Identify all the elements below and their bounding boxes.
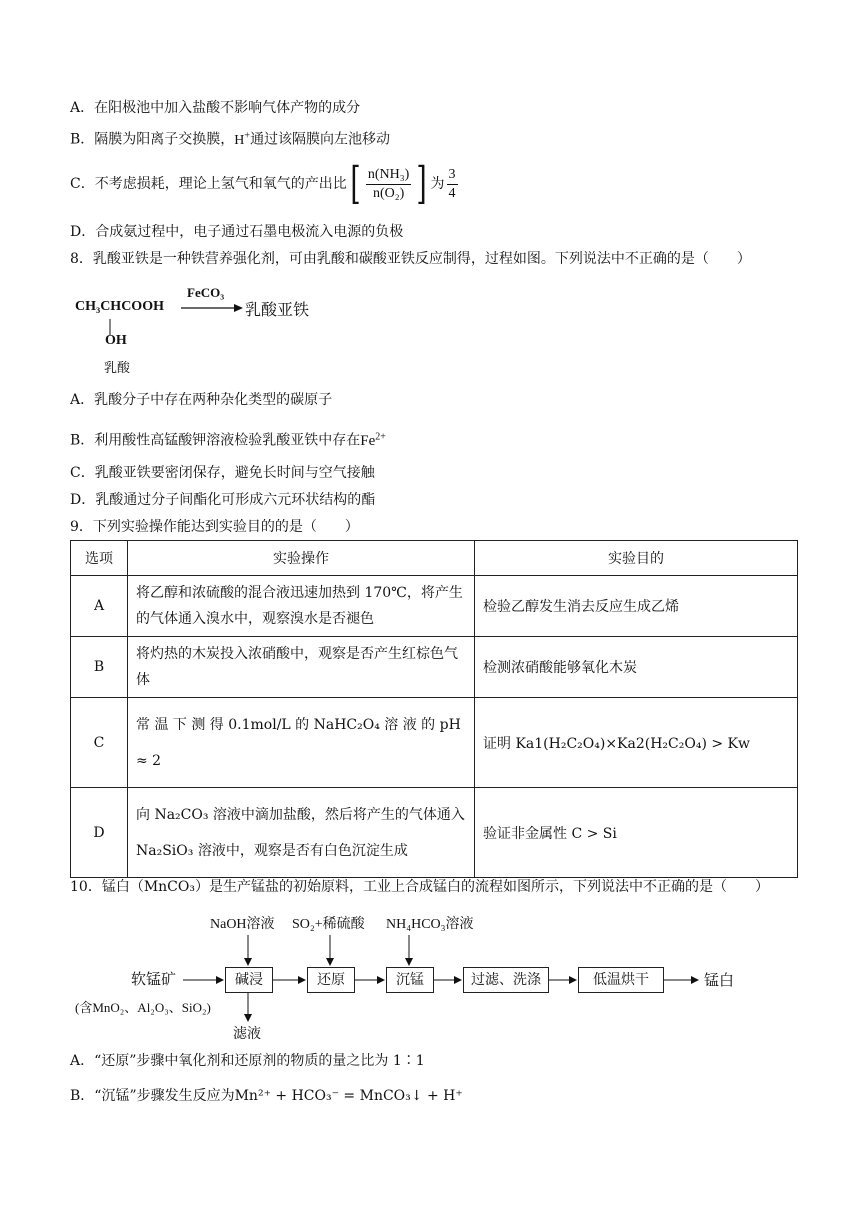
- reagent-so2: SO₂+稀硫酸: [292, 917, 365, 932]
- compound-name: 乳酸: [104, 361, 131, 376]
- table-row: [71, 788, 798, 878]
- flow-arrows: [0, 905, 868, 1045]
- q7-option-c-prefix: C．不考虑损耗，理论上氢气和氧气的产出比: [70, 176, 347, 192]
- byproduct-filtrate: 滤液: [233, 1026, 261, 1042]
- fe-ion: $Fe^{2+}$: [360, 431, 386, 449]
- q7-option-b: [70, 126, 390, 151]
- reagent-formula: FeCO₃: [187, 285, 225, 300]
- ratio-value: $\frac{3}{4}$: [448, 166, 456, 201]
- hydroxyl-group: OH: [105, 333, 127, 348]
- q8-option-a: A．乳酸分子中存在两种杂化类型的碳原子: [70, 392, 333, 408]
- step-dry: 低温烘干: [578, 967, 664, 993]
- process-flow-diagram: [0, 905, 868, 1045]
- reagent-naoh: NaOH溶液: [210, 917, 275, 932]
- input-composition: (含MnO₂、Al₂O₃、SiO₂): [75, 1000, 211, 1015]
- step-precipitate: 沉锰: [386, 967, 434, 993]
- q7-option-a: A．在阳极池中加入盐酸不影响气体产物的成分: [70, 100, 361, 116]
- row-purpose: 验证非金属性 C > Si: [475, 788, 798, 878]
- q7-option-b-prefix: B．隔膜为阳离子交换膜，: [70, 131, 235, 148]
- table-header-row: [71, 541, 798, 576]
- q7-option-d: D．合成氨过程中，电子通过石墨电极流入电源的负极: [70, 224, 404, 240]
- step-alkali-leach: 碱浸: [225, 967, 273, 993]
- q7-option-b-suffix: 通过该隔膜向左池移动: [250, 131, 391, 148]
- q8-option-c: C．乳酸亚铁要密闭保存，避免长时间与空气接触: [70, 465, 375, 481]
- q9-stem: 9．下列实验操作能达到实验目的的是（ ）: [70, 519, 359, 535]
- ratio-denominator: n(O₂): [372, 185, 405, 201]
- ratio-expression: [ $\frac{\text{n(NH₃)}}{\text{n(O₂)}}$ ]: [350, 158, 428, 209]
- row-purpose: 证明 Ka1(H₂C₂O₄)×Ka2(H₂C₂O₄) > Kw: [475, 698, 798, 788]
- row-option: A: [71, 576, 128, 637]
- q8-stem: 8．乳酸亚铁是一种铁营养强化剂，可由乳酸和碳酸亚铁反应制得，过程如图。下列说法中不正确的是（ ）: [70, 251, 751, 267]
- product-name: 乳酸亚铁: [245, 300, 310, 319]
- q8-option-b: B．利用酸性高锰酸钾溶液检验乳酸亚铁中存在$Fe^{2+}$: [70, 431, 386, 449]
- q7-option-c: [70, 158, 460, 210]
- row-purpose: 检验乙醇发生消去反应生成乙烯: [475, 576, 798, 637]
- output-product: 锰白: [704, 971, 735, 989]
- q8-option-d: D．乳酸通过分子间酯化可形成六元环状结构的酯: [70, 492, 376, 508]
- step-filter-wash: 过滤、洗涤: [463, 967, 549, 993]
- header-operation: 实验操作: [128, 541, 475, 576]
- lactic-acid-reaction: [75, 285, 375, 375]
- q7-option-c-mid: 为: [430, 176, 445, 192]
- reagent-nh4hco3: NH₄HCO₃溶液: [386, 917, 474, 932]
- q10-stem: 10．锰白（MnCO₃）是生产锰盐的初始原料，工业上合成锰白的流程如图所示，下列说法中不正确的是（ ）: [70, 879, 769, 895]
- experiment-table: [70, 540, 798, 878]
- table-row: [71, 698, 798, 788]
- table-row: [71, 576, 798, 637]
- reactant-formula: CH₃CHCOOH: [75, 299, 164, 314]
- h-ion: H+: [234, 130, 251, 148]
- row-operation: 将乙醇和浓硫酸的混合液迅速加热到 170℃，将产生的气体通入溴水中，观察溴水是否褪色: [128, 576, 475, 637]
- row-operation: 向 Na₂CO₃ 溶液中滴加盐酸，然后将产生的气体通入 Na₂SiO₃ 溶液中，观察是否有白色沉淀生成: [128, 788, 475, 878]
- row-operation: 常 温 下 测 得 0.1mol/L 的 NaHC₂O₄ 溶 液 的 pH ≈ 2: [128, 698, 475, 788]
- q10-option-a: A．“还原”步骤中氧化剂和还原剂的物质的量之比为 1∶1: [70, 1053, 425, 1069]
- input-ore: 软锰矿: [131, 970, 177, 988]
- row-option: B: [71, 637, 128, 698]
- row-option: D: [71, 788, 128, 878]
- row-purpose: 检测浓硝酸能够氧化木炭: [475, 637, 798, 698]
- row-operation: 将灼热的木炭投入浓硝酸中，观察是否产生红棕色气体: [128, 637, 475, 698]
- ratio-numerator: n(NH₃): [366, 166, 411, 185]
- header-option: 选项: [71, 541, 128, 576]
- table-row: [71, 637, 798, 698]
- reaction-arrow: [181, 302, 243, 314]
- step-reduce: 还原: [307, 967, 355, 993]
- header-purpose: 实验目的: [475, 541, 798, 576]
- row-option: C: [71, 698, 128, 788]
- q10-option-b: B．“沉锰”步骤发生反应为Mn²⁺ + HCO₃⁻ = MnCO₃↓ + H⁺: [70, 1088, 463, 1104]
